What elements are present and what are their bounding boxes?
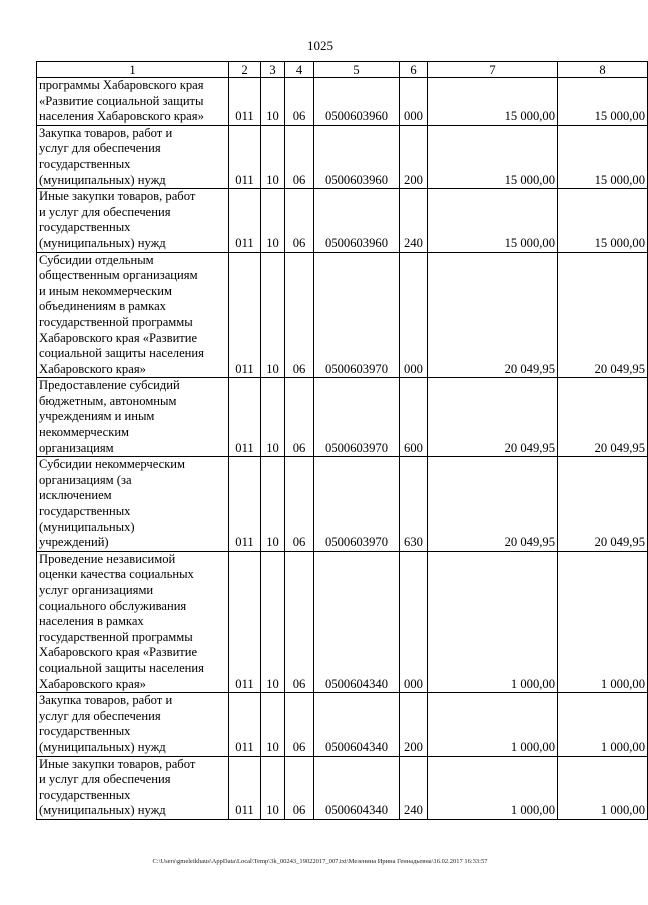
expense-name-line: оценки качества социальных [39, 567, 194, 582]
section-code-cell: 10 [261, 125, 285, 188]
table-row [37, 125, 648, 188]
amount-total-cell: 20 049,95 [558, 252, 648, 378]
expense-name-line: Закупка товаров, работ и [39, 125, 173, 140]
subsection-code-cell: 06 [285, 189, 314, 252]
target-article-cell: 0500604340 [314, 693, 400, 756]
header-col-5: 5 [314, 62, 400, 78]
header-col-7: 7 [428, 62, 558, 78]
expense-name-line: Субсидии некоммерческим [39, 457, 186, 472]
expense-name-line: общественным организациям [39, 268, 198, 283]
header-col-6: 6 [400, 62, 428, 78]
expense-type-cell: 000 [400, 252, 428, 378]
header-col-8: 8 [558, 62, 648, 78]
ministry-code-cell: 011 [229, 252, 261, 378]
expense-name-line: некоммерческим [39, 425, 130, 440]
expense-name-line: Хабаровского края «Развитие [39, 330, 198, 345]
target-article-cell: 0500603970 [314, 378, 400, 457]
table-row [37, 252, 648, 378]
amount-cell: 20 049,95 [428, 378, 558, 457]
target-article-cell: 0500604340 [314, 756, 400, 819]
target-article-cell: 0500603970 [314, 457, 400, 552]
table-row [37, 756, 648, 819]
amount-cell: 1 000,00 [428, 756, 558, 819]
table-row [37, 189, 648, 252]
expense-name-line: государственных [39, 220, 131, 235]
expense-type-cell: 240 [400, 189, 428, 252]
expense-name-line: социальной защиты населения [39, 660, 204, 675]
expense-name-cell [37, 125, 229, 188]
amount-cell: 15 000,00 [428, 125, 558, 188]
expense-name-cell [37, 378, 229, 457]
expense-name-cell [37, 693, 229, 756]
subsection-code-cell: 06 [285, 457, 314, 552]
section-code-cell: 10 [261, 378, 285, 457]
target-article-cell: 0500603960 [314, 189, 400, 252]
section-code-cell: 10 [261, 252, 285, 378]
expense-type-cell: 630 [400, 457, 428, 552]
subsection-code-cell: 06 [285, 756, 314, 819]
amount-cell: 15 000,00 [428, 189, 558, 252]
expense-name-line: населения в рамках [39, 614, 144, 629]
expense-name-cell [37, 457, 229, 552]
section-code-cell: 10 [261, 551, 285, 692]
expense-name-line: Хабаровского края» [39, 676, 146, 691]
expense-name-line: организациям [39, 440, 114, 455]
amount-cell: 15 000,00 [428, 78, 558, 126]
ministry-code-cell: 011 [229, 693, 261, 756]
budget-table [36, 61, 648, 820]
amount-total-cell: 15 000,00 [558, 189, 648, 252]
amount-total-cell: 1 000,00 [558, 551, 648, 692]
expense-name-line: учреждениям и иным [39, 409, 155, 424]
subsection-code-cell: 06 [285, 78, 314, 126]
expense-name-line: и услуг для обеспечения [39, 772, 171, 787]
subsection-code-cell: 06 [285, 693, 314, 756]
amount-total-cell: 15 000,00 [558, 125, 648, 188]
expense-name-line: учреждений) [39, 535, 109, 550]
amount-cell: 20 049,95 [428, 252, 558, 378]
expense-name-line: услуг организациями [39, 583, 154, 597]
expense-name-line: Иные закупки товаров, работ [39, 189, 196, 204]
amount-cell: 20 049,95 [428, 457, 558, 552]
section-code-cell: 10 [261, 756, 285, 819]
table-body [37, 78, 648, 820]
expense-name-line: государственной программы [39, 629, 193, 644]
expense-name-line: государственных [39, 504, 131, 519]
subsection-code-cell: 06 [285, 125, 314, 188]
table-row [37, 457, 648, 552]
expense-name-line: Иные закупки товаров, работ [39, 756, 196, 771]
document-footer-path: C:\Users\gmeleikhaus\AppData\Local\Temp\3k_00243_19022017_007.txt\Мезенина Ирина Геннадьевна\16.02.2017 16:33:57 [152, 858, 488, 865]
expense-name-line: Хабаровского края «Развитие [39, 645, 198, 660]
page-number: 1025 [307, 38, 333, 53]
expense-name-line: государственных [39, 724, 131, 739]
expense-name-cell [37, 189, 229, 252]
section-code-cell: 10 [261, 189, 285, 252]
expense-name-line: социального обслуживания [39, 598, 187, 613]
ministry-code-cell: 011 [229, 78, 261, 126]
ministry-code-cell: 011 [229, 378, 261, 457]
amount-total-cell: 1 000,00 [558, 693, 648, 756]
section-code-cell: 10 [261, 457, 285, 552]
expense-type-cell: 000 [400, 551, 428, 692]
ministry-code-cell: 011 [229, 551, 261, 692]
ministry-code-cell: 011 [229, 125, 261, 188]
expense-name-line: услуг для обеспечения [39, 708, 161, 723]
subsection-code-cell: 06 [285, 252, 314, 378]
target-article-cell: 0500603960 [314, 125, 400, 188]
expense-name-line: программы Хабаровского края [39, 78, 204, 92]
expense-name-line: (муниципальных) нужд [39, 803, 166, 818]
table-row [37, 378, 648, 457]
expense-name-line: услуг для обеспечения [39, 141, 161, 156]
section-code-cell: 10 [261, 693, 285, 756]
table-row [37, 78, 648, 126]
expense-name-line: «Развитие социальной защиты [39, 93, 204, 108]
amount-cell: 1 000,00 [428, 693, 558, 756]
expense-name-line: организациям (за [39, 472, 132, 487]
expense-name-line: населения Хабаровского края» [39, 109, 204, 124]
expense-type-cell: 600 [400, 378, 428, 457]
expense-name-line: (муниципальных) нужд [39, 172, 166, 187]
amount-total-cell: 20 049,95 [558, 457, 648, 552]
expense-name-line: бюджетным, автономным [39, 393, 177, 408]
section-code-cell: 10 [261, 78, 285, 126]
target-article-cell: 0500603960 [314, 78, 400, 126]
amount-total-cell: 15 000,00 [558, 78, 648, 126]
expense-name-cell [37, 252, 229, 378]
target-article-cell: 0500604340 [314, 551, 400, 692]
expense-name-line: Хабаровского края» [39, 361, 146, 376]
expense-name-line: Субсидии отдельным [39, 252, 154, 267]
subsection-code-cell: 06 [285, 551, 314, 692]
table-row [37, 693, 648, 756]
table-header-row [37, 62, 648, 78]
header-col-4: 4 [285, 62, 314, 78]
expense-name-line: государственной программы [39, 314, 193, 329]
target-article-cell: 0500603970 [314, 252, 400, 378]
expense-name-line: (муниципальных) нужд [39, 739, 166, 754]
expense-name-line: исключением [39, 488, 112, 503]
header-col-3: 3 [261, 62, 285, 78]
expense-type-cell: 200 [400, 125, 428, 188]
expense-name-cell [37, 551, 229, 692]
subsection-code-cell: 06 [285, 378, 314, 457]
expense-name-cell [37, 756, 229, 819]
header-col-2: 2 [229, 62, 261, 78]
expense-name-line: и иным некоммерческим [39, 283, 172, 298]
expense-name-line: государственных [39, 787, 131, 802]
expense-type-cell: 000 [400, 78, 428, 126]
amount-total-cell: 20 049,95 [558, 378, 648, 457]
expense-name-line: (муниципальных) [39, 519, 135, 534]
expense-name-line: социальной защиты населения [39, 346, 204, 361]
expense-name-line: Закупка товаров, работ и [39, 693, 173, 708]
ministry-code-cell: 011 [229, 189, 261, 252]
expense-type-cell: 240 [400, 756, 428, 819]
expense-name-cell [37, 78, 229, 126]
expense-name-line: Предоставление субсидий [39, 378, 180, 393]
amount-total-cell: 1 000,00 [558, 756, 648, 819]
header-col-1: 1 [37, 62, 229, 78]
ministry-code-cell: 011 [229, 457, 261, 552]
expense-name-line: (муниципальных) нужд [39, 235, 166, 250]
expense-type-cell: 200 [400, 693, 428, 756]
ministry-code-cell: 011 [229, 756, 261, 819]
expense-name-line: государственных [39, 156, 131, 171]
amount-cell: 1 000,00 [428, 551, 558, 692]
expense-name-line: и услуг для обеспечения [39, 204, 171, 219]
table-row [37, 551, 648, 692]
expense-name-line: объединениям в рамках [39, 299, 166, 314]
expense-name-line: Проведение независимой [39, 551, 176, 566]
